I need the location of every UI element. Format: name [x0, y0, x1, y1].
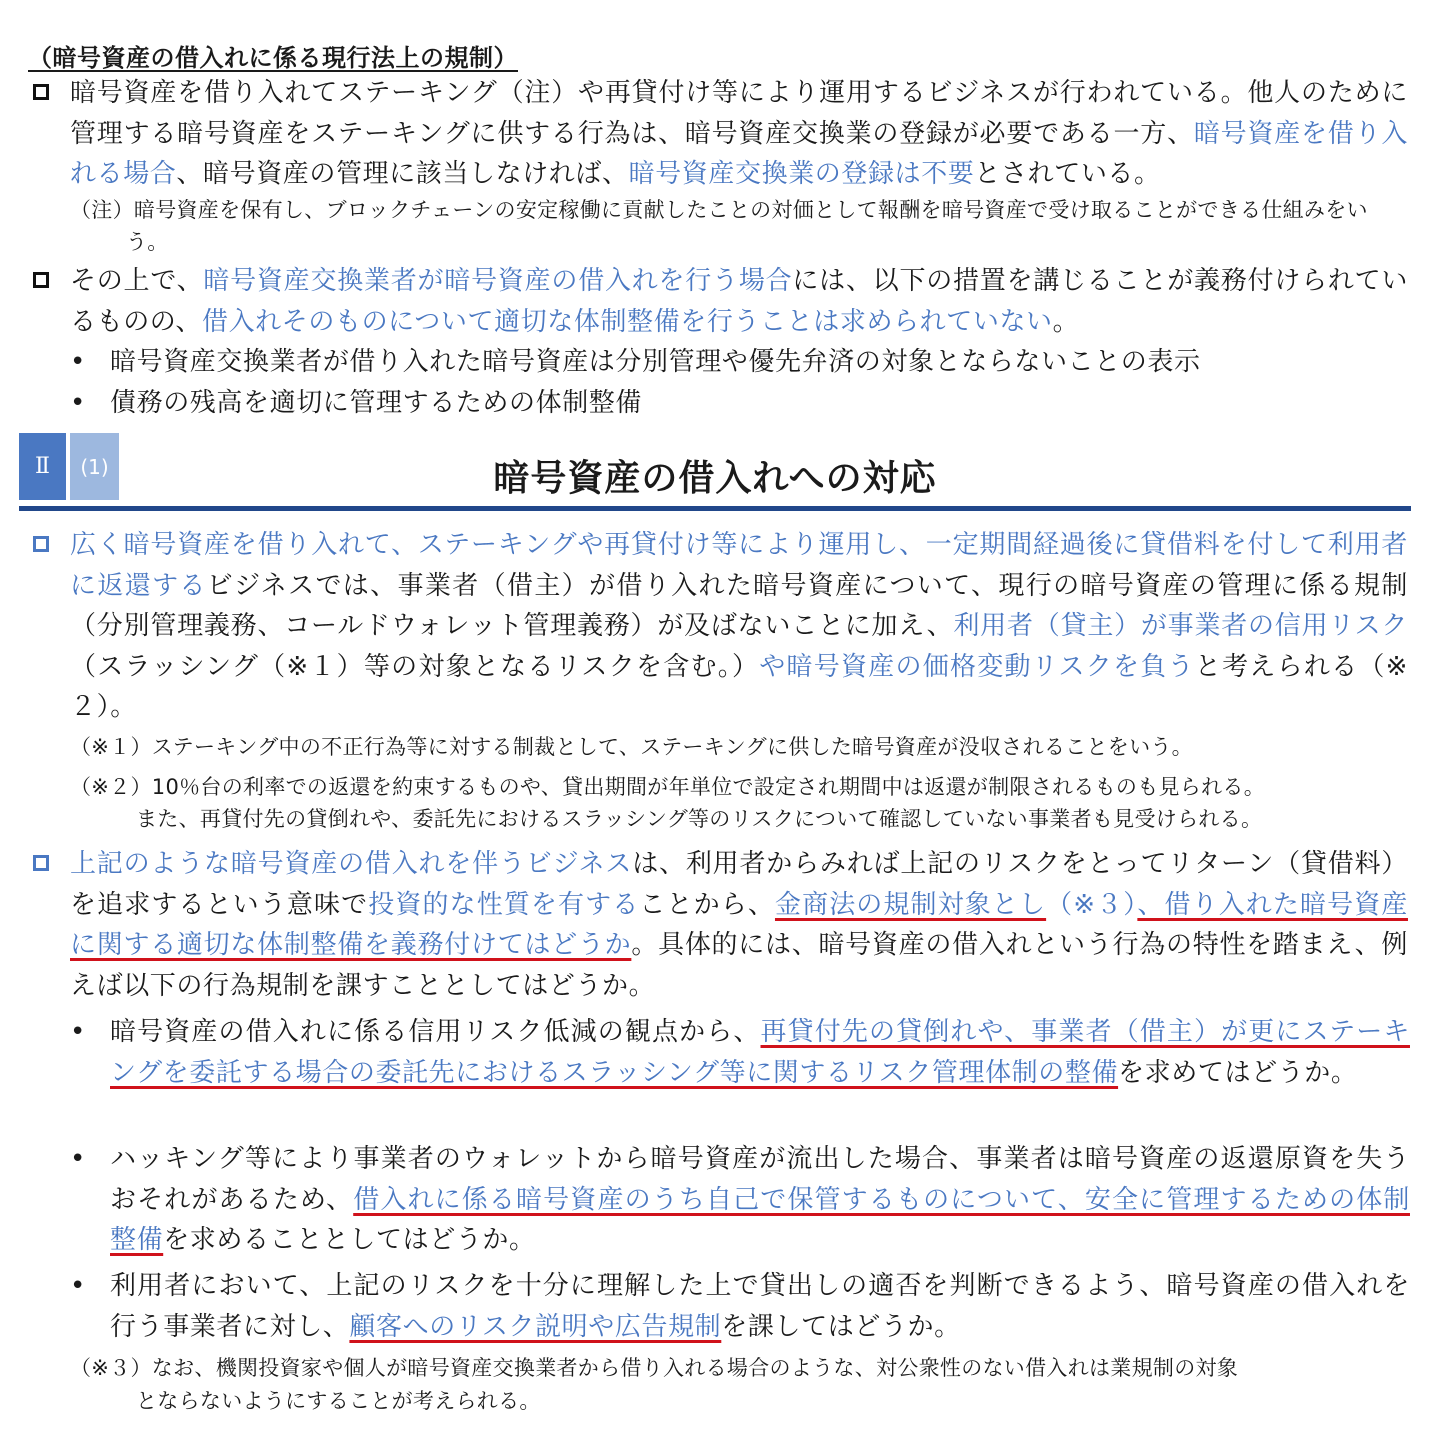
text: とされている。 [974, 159, 1161, 189]
text: と考えられる（※２）。 [70, 651, 1408, 722]
underlined-highlight: 借入れに係る暗号資産のうち自己で保管するものについて、安全に管理するための体制整備 [110, 1184, 1410, 1255]
text: 。 [1052, 306, 1080, 337]
checkbox-square-icon [33, 536, 49, 552]
text: ハッキング等により事業者のウォレットから暗号資産が流出した場合、事業者は暗号資産の返還原資を失うおそれがあるため、 [110, 1144, 1410, 1215]
highlight: 上記のような暗号資産の借入れを伴うビジネス [70, 849, 633, 879]
highlight: 暗号資産交換業の登録は不要 [628, 159, 975, 189]
title-divider [19, 506, 1411, 511]
bullet-text: 債務の残高を適切に管理するための体制整備 [110, 388, 643, 418]
bullet-text: 暗号資産交換業者が借り入れた暗号資産は分別管理や優先弁済の対象とならないことの表示 [110, 347, 1201, 377]
response-bullet-2 [70, 1139, 1410, 1264]
section-heading: （暗号資産の借入れに係る現行法上の規制） [28, 44, 518, 72]
note-s2: （※２）10％台の利率での返還を約束するものや、貸出期間が年単位で設定され期間中は返還が制限されるものも見られる。 [70, 775, 1265, 799]
note-s3: （※３）なお、機関投資家や個人が暗号資産交換業者から借り入れる場合のような、対公衆性のない借入れは業規制の対象 [70, 1356, 1239, 1380]
note-1 [70, 194, 1408, 258]
highlight: 投資的な性質を有する [368, 889, 640, 920]
highlight: 広く暗号資産を借り入れて、ステーキングや再貸付け等により運用し、一定期間経過後に貸借料を付して利用者に返還する [70, 530, 1408, 601]
underlined-highlight: 、借り入れた暗号資産に関する適切な体制整備を義務付けてはどうか [70, 889, 1408, 960]
response-paragraph-1 [30, 525, 1408, 735]
underlined-highlight: 金商法の規制対象とし [774, 889, 1047, 920]
highlight: 暗号資産を借り入れる場合 [70, 118, 1408, 189]
text: 利用者において、上記のリスクを十分に理解した上で貸出しの適否を判断できるよう、暗号資産の借入れを行う事業者に対し、 [110, 1271, 1410, 1342]
page-title: 暗号資産の借入れへの対応 [493, 458, 937, 499]
current-paragraph-2 [30, 261, 1408, 346]
highlight: 利用者（貸主）が事業者の信用リスク [953, 611, 1408, 641]
bullet-icon: • [70, 1144, 86, 1174]
text: その上で、 [70, 266, 204, 296]
response-paragraph-2 [30, 844, 1408, 1014]
checkbox-square-icon [33, 855, 49, 871]
response-bullet-1 [70, 1012, 1410, 1137]
note-s1: （※１）ステーキング中の不正行為等に対する制裁として、ステーキングに供した暗号資産が没収されることをいう。 [70, 735, 1193, 759]
text: を課してはどうか。 [721, 1311, 961, 1342]
section-badge-number: (1) [70, 433, 119, 500]
bullet-text [110, 1139, 1410, 1261]
checkbox-square-icon [33, 84, 49, 100]
note-text: （注）暗号資産を保有し、ブロックチェーンの安定稼働に貢献したことの対価として報酬を暗号資産で受け取ることができる仕組みをいう。 [70, 198, 1368, 254]
text: （スラッシング（※１）等の対象となるリスクを含む。） [70, 651, 760, 682]
text: 。具体的には、暗号資産の借入れという行為の特性を踏まえ、例えば以下の行為規制を課すこととしてはどうか。 [70, 930, 1408, 1001]
text: 暗号資産の借入れに係る信用リスク低減の観点から、 [110, 1017, 761, 1047]
bullet-text [110, 1012, 1410, 1093]
bullet-icon: • [70, 388, 86, 418]
underlined-highlight: 再貸付先の貸倒れや、事業者（借主）が更にステーキングを委託する場合の委託先におけるスラッシング等に関するリスク管理体制の整備 [110, 1017, 1410, 1088]
note-s3-continued: とならないようにすることが考えられる。 [136, 1389, 541, 1413]
highlight: （※３） [1046, 889, 1138, 920]
section-badge-roman: Ⅱ [19, 433, 66, 500]
bullet-icon: • [70, 1017, 86, 1047]
checkbox-square-icon [33, 272, 49, 288]
text: ことから、 [639, 889, 775, 920]
bullet-icon: • [70, 347, 86, 377]
text: ビジネスでは、事業者（借主）が借り入れた暗号資産について、現行の暗号資産の管理に係る規制（分別管理義務、コールドウォレット管理義務）が及ばないことに加え、 [70, 570, 1408, 641]
response-bullet-3 [70, 1266, 1410, 1351]
highlight: や暗号資産の価格変動リスクを負う [759, 651, 1195, 682]
note-s2-continued: また、再貸付先の貸倒れや、委託先におけるスラッシング等のリスクについて確認していない事業者も見受けられる。 [136, 807, 1263, 831]
current-paragraph-1 [30, 73, 1408, 203]
highlight: 借入れそのものについて適切な体制整備を行うことは求められていない [201, 306, 1053, 337]
text: は、利用者からみれば上記のリスクをとってリターン（貸借料）を追求するという意味で [70, 849, 1408, 920]
bullet-icon: • [70, 1271, 86, 1301]
text: を求めることとしてはどうか。 [163, 1225, 536, 1255]
underlined-highlight: 顧客へのリスク説明や広告規制 [349, 1311, 722, 1342]
text: 暗号資産を借り入れてステーキング（注）や再貸付け等により運用するビジネスが行われている。他人のために管理する暗号資産をステーキングに供する行為は、暗号資産交換業の登録が必要である一方、 [70, 78, 1408, 149]
highlight: 暗号資産交換業者が暗号資産の借入れを行う場合 [203, 266, 793, 296]
text: には、以下の措置を講じることが義務付けられているものの、 [70, 266, 1409, 337]
text: を求めてはどうか。 [1118, 1057, 1358, 1088]
bullet-text [110, 1266, 1410, 1347]
text: 、暗号資産の管理に該当しなければ、 [176, 159, 629, 189]
